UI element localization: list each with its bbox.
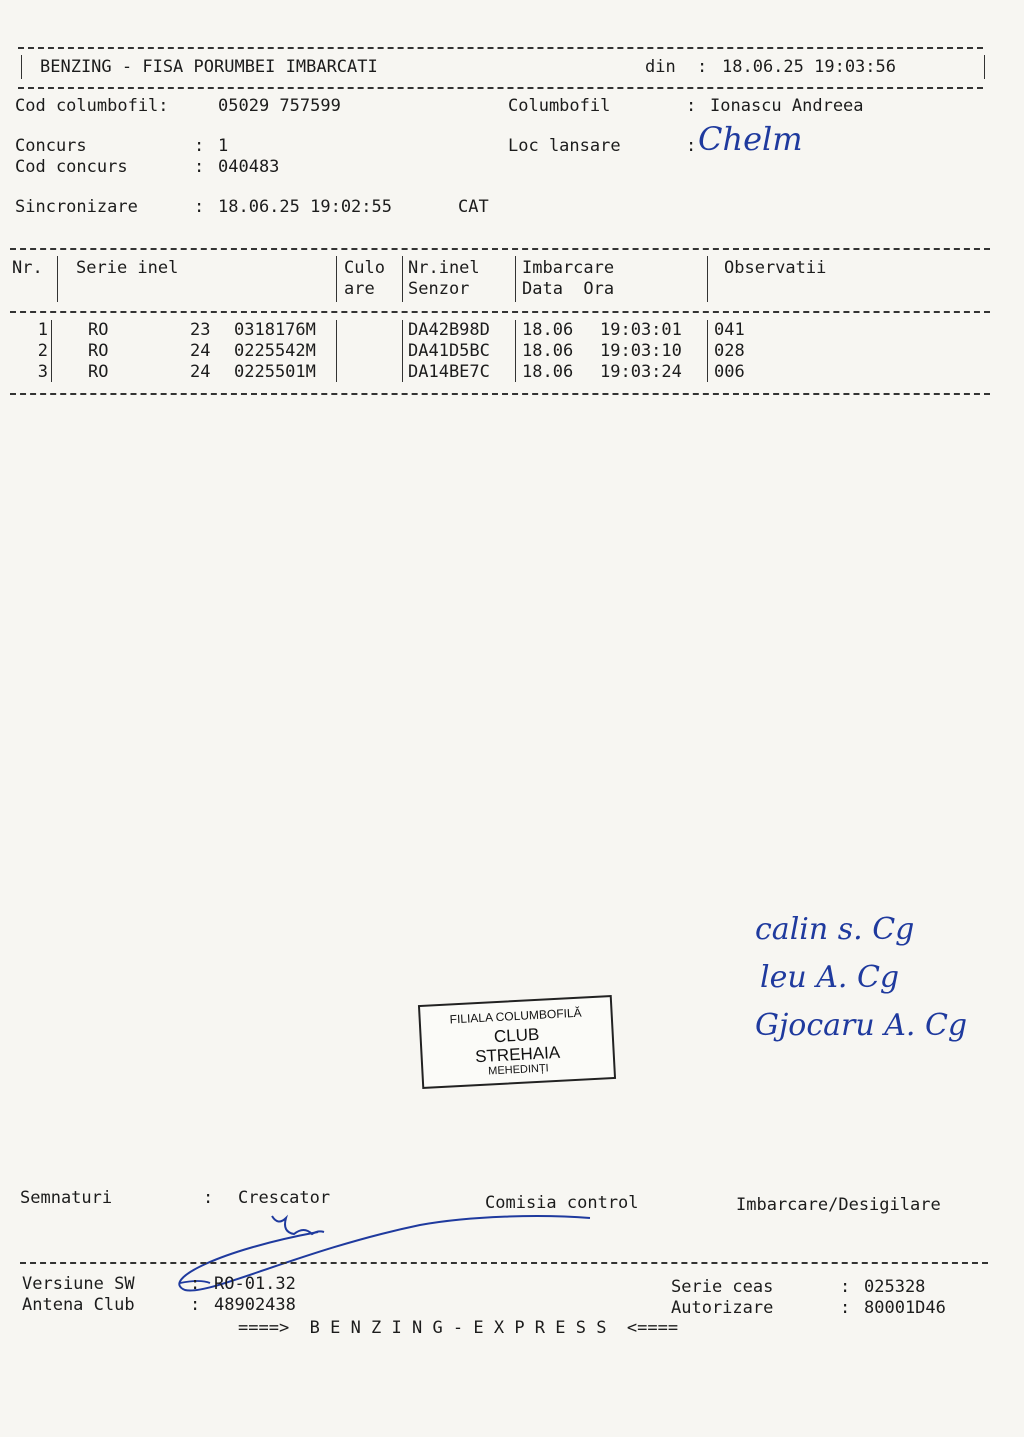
col-header-culoare-2: are <box>344 279 375 299</box>
col-header-nrinel-2: Senzor <box>408 279 470 299</box>
benzing-express-banner: ====> B E N Z I N G - E X P R E S S <==== <box>238 1318 679 1338</box>
row-country: RO <box>88 362 109 382</box>
row-country: RO <box>88 320 109 340</box>
row-year: 24 <box>190 362 211 382</box>
sincronizare-value: 18.06.25 19:02:55 <box>218 197 392 217</box>
autorizare-label: Autorizare <box>671 1298 774 1318</box>
col-header-nr: Nr. <box>12 258 43 278</box>
stamp-line-3: STREHAIA <box>474 1042 561 1067</box>
antena-club-label: Antena Club <box>22 1295 135 1315</box>
comisia-control-label: Comisia control <box>485 1193 639 1213</box>
serie-ceas-value: 025328 <box>864 1277 926 1297</box>
col-header-imbarcare-2: Data Ora <box>522 279 615 299</box>
col-header-culoare-1: Culo <box>344 258 385 278</box>
footer-border <box>20 1262 988 1264</box>
stamp-line-2: CLUB <box>493 1024 540 1047</box>
cod-concurs-label: Cod concurs <box>15 157 128 177</box>
versiune-sw-value: RO-01.32 <box>214 1274 296 1294</box>
columbofil-label: Columbofil <box>508 96 611 116</box>
row-date: 18.06 <box>522 341 574 361</box>
row-year: 23 <box>190 320 211 340</box>
stamp-line-1: FILIALA COLUMBOFILĂ <box>449 1005 582 1027</box>
document-page: BENZING - FISA PORUMBEI IMBARCATI din : 18.06.25 19:03:56 Cod columbofil: 05029 757599 Columbofil : Ionascu Andreea Concurs : 1 Loc lansare : Chelm Cod concurs : 040483 Sincronizare : 18.06.25 19:02:55 CAT Nr. Serie inel Culo are Nr.inel Senzor Imbarcare Data Ora Observatii 1 RO 23 0318176M DA42B98D 18.06 19:03:01 041 2 RO 24 0225542M DA41D5BC 18.06 19:03:10 028 3 RO 24 0225501M DA14BE7C 18.06 19:03:24 006 calin s. Cg leu A. Cg Gjocaru A. Cg FILIALA COLUMBOFILĂ CLUB STREHAIA MEHEDINȚI Semnaturi : Crescator Comisia control Imbarcare/Desigilare Versiune SW : RO-01.32 Antena Club : 48902438 Serie ceas : 025328 Autorizare : 80001D46 ====> B E N Z I N G - E X P R E S S <==== <box>0 0 1024 1437</box>
row-ring: 0225501M <box>234 362 316 382</box>
serie-ceas-label: Serie ceas <box>671 1277 774 1297</box>
row-date: 18.06 <box>522 320 574 340</box>
col-header-observatii: Observatii <box>724 258 827 278</box>
concurs-value: 1 <box>218 136 229 156</box>
stamp-line-4: MEHEDINȚI <box>487 1062 549 1078</box>
row-nr: 2 <box>37 341 48 361</box>
handwritten-signature-2: leu A. Cg <box>760 960 900 995</box>
row-time: 19:03:24 <box>600 362 682 382</box>
row-ring: 0318176M <box>234 320 316 340</box>
document-title: BENZING - FISA PORUMBEI IMBARCATI <box>40 57 378 77</box>
cod-concurs-value: 040483 <box>218 157 280 177</box>
loc-lansare-handwritten: Chelm <box>698 120 803 158</box>
antena-club-value: 48902438 <box>214 1295 296 1315</box>
row-observatii: 006 <box>714 362 745 382</box>
cod-columbofil-value: 05029 757599 <box>218 96 341 116</box>
row-sensor: DA41D5BC <box>408 341 490 361</box>
signature-stroke <box>272 1216 324 1234</box>
sincronizare-label: Sincronizare <box>15 197 138 217</box>
crescator-label: Crescator <box>238 1188 331 1208</box>
row-observatii: 028 <box>714 341 745 361</box>
versiune-sw-label: Versiune SW <box>22 1274 135 1294</box>
row-year: 24 <box>190 341 211 361</box>
row-observatii: 041 <box>714 320 745 340</box>
concurs-label: Concurs <box>15 136 87 156</box>
col-header-serie: Serie inel <box>76 258 179 278</box>
row-country: RO <box>88 341 109 361</box>
sincronizare-zone: CAT <box>458 197 489 217</box>
row-time: 19:03:10 <box>600 341 682 361</box>
row-nr: 1 <box>37 320 48 340</box>
print-datetime: 18.06.25 19:03:56 <box>722 57 896 77</box>
autorizare-value: 80001D46 <box>864 1298 946 1318</box>
handwritten-signature-3: Gjocaru A. Cg <box>755 1008 968 1043</box>
col-header-imbarcare-1: Imbarcare <box>522 258 615 278</box>
cod-columbofil-label: Cod columbofil: <box>15 96 169 116</box>
col-header-nrinel-1: Nr.inel <box>408 258 480 278</box>
row-sensor: DA42B98D <box>408 320 490 340</box>
imbarcare-desigilare-label: Imbarcare/Desigilare <box>736 1195 941 1215</box>
semnaturi-label: Semnaturi <box>20 1188 113 1208</box>
row-date: 18.06 <box>522 362 574 382</box>
columbofil-value: Ionascu Andreea <box>710 96 864 116</box>
loc-lansare-label: Loc lansare <box>508 136 621 156</box>
row-time: 19:03:01 <box>600 320 682 340</box>
row-ring: 0225542M <box>234 341 316 361</box>
row-nr: 3 <box>37 362 48 382</box>
date-label: din <box>645 57 676 77</box>
handwritten-signature-1: calin s. Cg <box>755 912 915 947</box>
row-sensor: DA14BE7C <box>408 362 490 382</box>
